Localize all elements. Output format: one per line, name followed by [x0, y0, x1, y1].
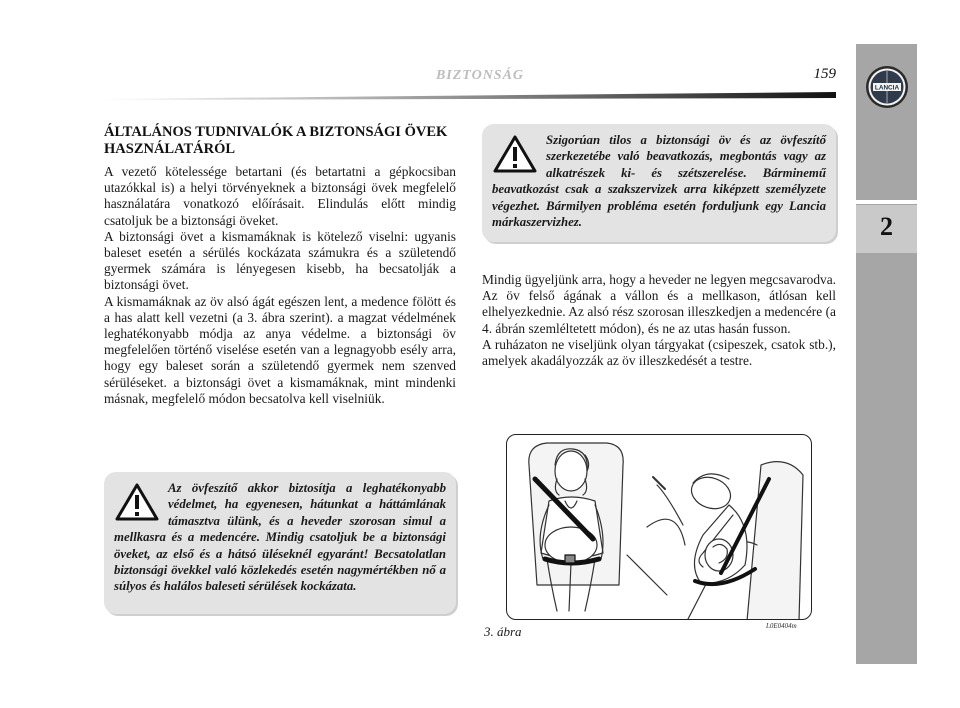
warning-text-seatbelt: Az övfeszítő akkor biztosítja a leghatékonyabb védelmet, ha egyenesen, hátunkat a háttámlának támasztva ülünk, és a heveder szorosan simul a mellkasra és a medencére. Mindig csatoljuk be a biztonsági öveket, az első és a hátsó üléseknél egyaránt! Becsatolatlan biztonsági övekkel való közlekedés esetén nagymértékben nő a súlyos és halálos baleseti sérülések kockázata. — [114, 481, 446, 594]
warning-box-seatbelt — [104, 472, 456, 614]
section-heading: ÁLTALÁNOS TUDNIVALÓK A BIZTONSÁGI ÖVEK HASZNÁLATÁRÓL — [104, 124, 448, 157]
side-tab-divider — [856, 200, 917, 204]
right-body-text — [482, 272, 836, 369]
lancia-logo-icon — [864, 64, 910, 110]
figure-code: L0E0404m — [766, 622, 797, 630]
warning-box-tampering — [482, 124, 836, 242]
side-tab-strip — [856, 44, 917, 664]
right-paragraph-1: Mindig ügyeljünk arra, hogy a heveder ne legyen megcsavarodva. Az öv felső ágának a vállon és a mellkason, átlósan kell elhelyezkednie. Az alsó rész szorosan illeszkedjen a medencére (a 4. ábrán szemléltetett módon), és ne az utas hasán fusson. — [482, 272, 836, 336]
warning-text-tampering: Szigorúan tilos a biztonsági öv és az övfeszítő szerkezetébe való beavatkozás, megbontás vagy az alkatrészek ki- és szétszerelése. Bárminemű beavatkozást csak a szakszervizek arra kiképzett személyzete végezhet. Bármilyen probléma esetén forduljunk egy Lancia márkaszervizhez. — [492, 133, 826, 230]
left-paragraph-3: A kismamáknak az öv alsó ágát egészen lent, a medence fölött és a has alatt kell vezetni (a 3. ábra szerint). a magzat védelmének leghatékonyabb módja az anya védelme. a biztonsági öv megfelelően történő viselése esetén van a legnagyobb esély arra, hogy egy baleset során a születendő gyermek nem szenved sérüléseket. a biztonsági övet a kismamáknak, mint mindenki másnak, megfelelő módon becsatolva kell viselniük. — [104, 293, 456, 406]
chapter-number: 2 — [880, 212, 893, 241]
section-title: BIZTONSÁG — [435, 68, 525, 83]
left-body-text — [104, 164, 456, 407]
warning-triangle-icon — [492, 134, 538, 174]
svg-text:LANCIA: LANCIA — [874, 84, 900, 92]
seatbelt-illustration — [506, 434, 812, 620]
right-paragraph-2: A ruházaton ne viseljünk olyan tárgyakat (csipeszek, csatok stb.), amelyek akadályozzák az öv illeszkedését a testre. — [482, 336, 836, 369]
page-number: 159 — [813, 66, 836, 82]
left-paragraph-1: A vezető kötelessége betartani (és betartatni a gépkocsiban utazókkal is) a helyi törvényeknek a biztonsági övek megfelelő használatára vonatkozó előírásait. Elindulás előtt mindig csatoljuk be a biztonsági öveket. — [104, 164, 456, 228]
pregnant-passenger-drawing — [507, 435, 812, 620]
left-paragraph-2: A biztonsági övet a kismamáknak is kötelező viselni: ugyanis baleset esetén a sérülés kockázata számukra és a születendő gyermek számára is lényegesen kisebb, ha becsatolják a biztonsági övet. — [104, 228, 456, 293]
figure-caption: 3. ábra — [484, 624, 522, 639]
header-rule — [104, 90, 836, 100]
warning-triangle-icon — [114, 482, 160, 522]
